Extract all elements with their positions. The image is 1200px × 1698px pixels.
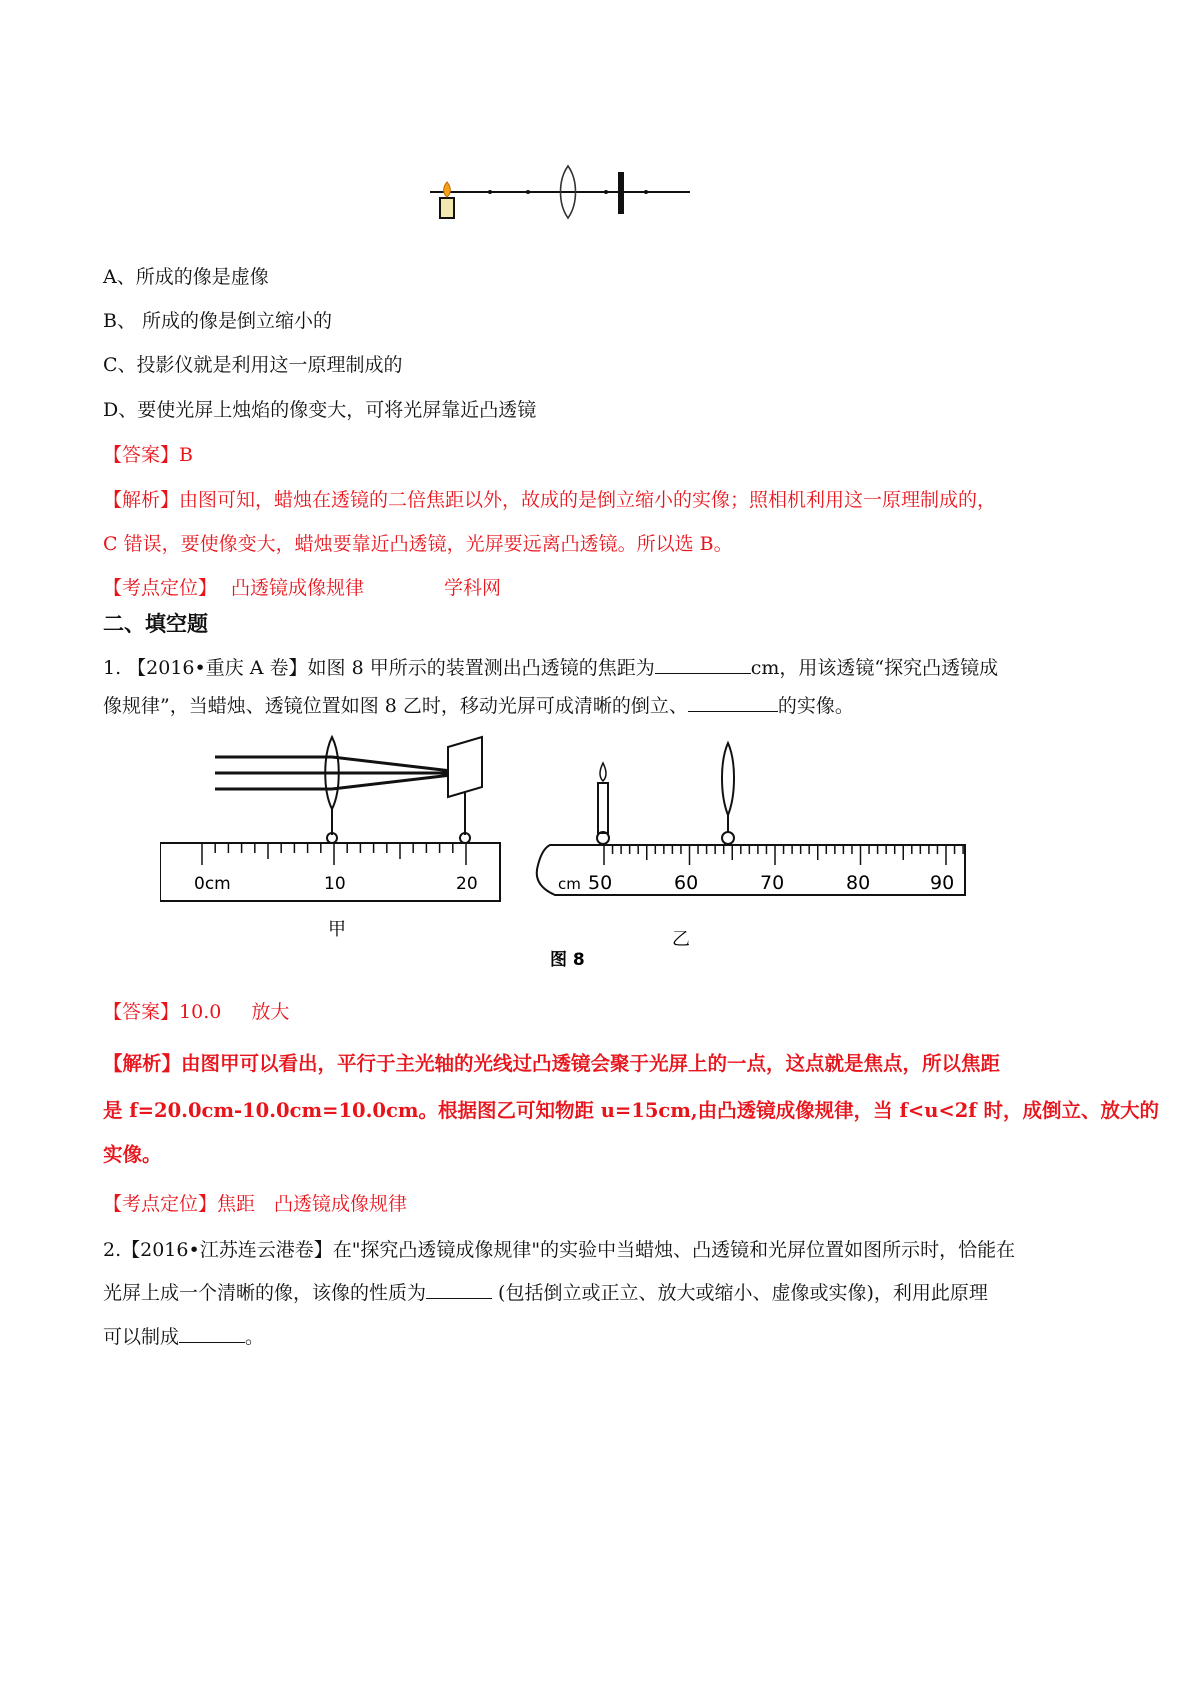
q2-blank-2[interactable]: [179, 1324, 245, 1343]
q2-line-3: [103, 1322, 264, 1349]
q1-analysis-text: 由图甲可以看出，平行于主光轴的光线过凸透镜会聚于光屏上的一点，这点就是焦点，所以焦距: [181, 1052, 1001, 1075]
q1-point-text: 焦距 凸透镜成像规律: [217, 1193, 408, 1215]
q1-blank-2[interactable]: [688, 693, 778, 712]
prev-analysis-line-1: [103, 485, 996, 512]
ruler-a-label-0: 0cm: [194, 874, 231, 894]
ruler-b-label-90: 90: [930, 872, 955, 894]
q2-text-a: 光屏上成一个清晰的像，该像的性质为: [103, 1282, 427, 1304]
q1-text-a: 1. 【2016•重庆 A 卷】如图 8 甲所示的装置测出凸透镜的焦距为: [103, 657, 655, 679]
q1-blank-1[interactable]: [655, 655, 751, 674]
light-screen: [618, 172, 624, 214]
option-a: A、所成的像是虚像: [103, 266, 269, 288]
prev-analysis-line-2: C 错误，要使像变大，蜡烛要靠近凸透镜，光屏要远离凸透镜。所以选 B。: [103, 533, 733, 555]
q1-answer-tag: 【答案】: [103, 1001, 180, 1023]
section-title: 二、填空题: [103, 611, 208, 636]
q2-line-2: [103, 1278, 988, 1305]
q1-analysis-tag: 【解析】: [103, 1052, 182, 1075]
figure-label-yi: 乙: [672, 929, 690, 950]
point-tag: 【考点定位】: [103, 577, 218, 599]
ruler-b-label-80: 80: [846, 872, 871, 894]
figure-label-jia: 甲: [328, 919, 346, 940]
q1-point: [103, 1189, 407, 1216]
option-d: D、要使光屏上烛焰的像变大，可将光屏靠近凸透镜: [103, 399, 537, 421]
option-c: C、投影仪就是利用这一原理制成的: [103, 354, 403, 376]
q1-answer: [103, 997, 289, 1024]
q1-text-d: 的实像。: [777, 695, 854, 717]
q2-text-b: (包括倒立或正立、放大或缩小、虚像或实像)，利用此原理: [492, 1282, 988, 1304]
q1-point-tag: 【考点定位】: [103, 1193, 218, 1215]
ruler-b-label-60: 60: [674, 872, 699, 894]
ruler-b-label-50: 50: [588, 872, 613, 894]
q1-answer-2: 放大: [251, 1001, 290, 1023]
q1-line-1: [103, 653, 998, 680]
prev-point: [103, 573, 501, 600]
q1-answer-1: 10.0: [179, 1001, 222, 1023]
watermark-text: 学科网: [444, 577, 502, 599]
candle-lens-screen-diagram: [428, 158, 698, 238]
ruler-a: [160, 843, 500, 901]
answer-tag: 【答案】: [103, 444, 180, 466]
candle-lens-b: [597, 743, 734, 844]
q2-text-c: 可以制成: [103, 1326, 180, 1348]
q1-line-2: [103, 691, 854, 718]
analysis-text: 由图可知，蜡烛在透镜的二倍焦距以外，故成的是倒立缩小的实像；照相机利用这一原理制成的，: [179, 489, 997, 511]
q1-analysis-line-1: [103, 1048, 1000, 1076]
answer-value: B: [179, 444, 193, 466]
ruler-a-label-10: 10: [324, 874, 346, 894]
ruler-b: [537, 845, 965, 895]
figure-8-diagram: [160, 725, 975, 975]
ruler-a-label-20: 20: [456, 874, 478, 894]
q1-text-c: 像规律”，当蜡烛、透镜位置如图 8 乙时，移动光屏可成清晰的倒立、: [103, 695, 688, 717]
q1-text-b: cm，用该透镜“探究凸透镜成: [750, 657, 999, 679]
figure-caption: 图 8: [550, 950, 585, 970]
point-text: 凸透镜成像规律: [231, 577, 365, 599]
q2-line-1: 2.【2016•江苏连云港卷】在"探究凸透镜成像规律"的实验中当蜡烛、凸透镜和光屏位置如图所示时，恰能在: [103, 1239, 1016, 1261]
option-b: B、 所成的像是倒立缩小的: [103, 310, 333, 332]
ruler-b-label-70: 70: [760, 872, 785, 894]
q2-text-d: 。: [245, 1326, 265, 1348]
candle-icon: [440, 182, 454, 218]
q2-blank-1[interactable]: [426, 1280, 492, 1299]
ruler-b-label-cm: cm: [558, 875, 581, 893]
q1-analysis-line-3: 实像。: [103, 1143, 162, 1166]
rays-lens-screen-a: [215, 737, 482, 843]
q1-analysis-line-2: 是 f=20.0cm-10.0cm=10.0cm。根据图乙可知物距 u=15cm,由凸透镜成像规律，当 f<u<2f 时，成倒立、放大的: [103, 1099, 1159, 1122]
prev-answer: [103, 440, 193, 467]
analysis-tag: 【解析】: [103, 489, 180, 511]
